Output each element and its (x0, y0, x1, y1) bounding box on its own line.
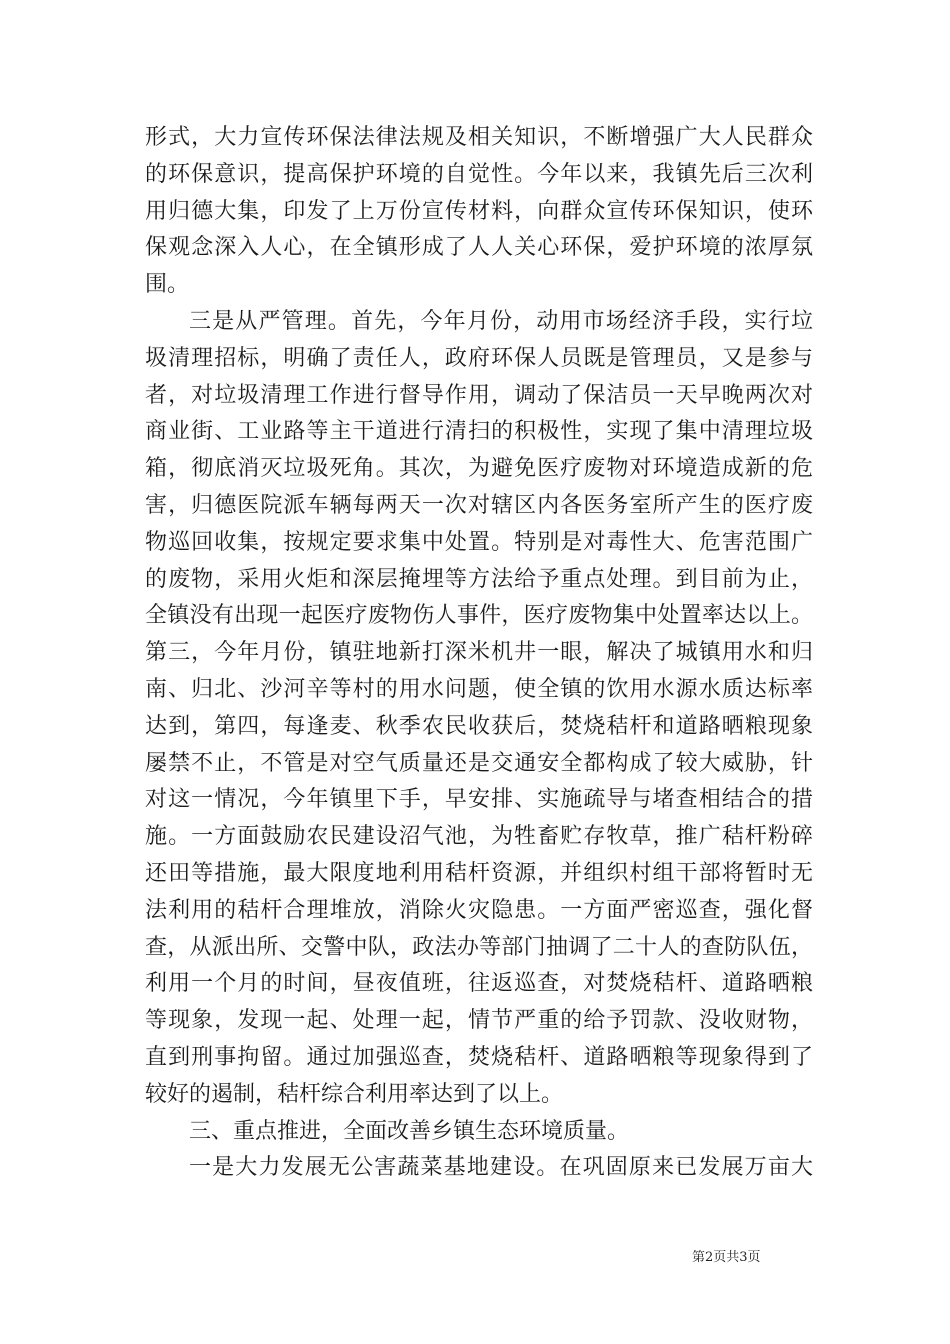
text-line: 第三，今年月份，镇驻地新打深米机井一眼，解决了城镇用水和归 (145, 640, 813, 666)
text-line: 全镇没有出现一起医疗废物伤人事件，医疗废物集中处置率达以上。 (145, 603, 813, 629)
text-line: 形式，大力宣传环保法律法规及相关知识，不断增强广大人民群众 (145, 125, 813, 150)
text-line: 围。 (145, 272, 190, 298)
body-text (145, 120, 813, 1187)
text-line: 保观念深入人心，在全镇形成了人人关心环保，爱护环境的浓厚氛 (145, 235, 813, 261)
text-line: 法利用的秸杆合理堆放，消除火灾隐患。一方面严密巡查，强化督 (145, 897, 813, 923)
text-line: 商业街、工业路等主干道进行清扫的积极性，实现了集中清理垃圾 (145, 419, 813, 445)
text-line: 用归德大集，印发了上万份宣传材料，向群众宣传环保知识，使环 (145, 198, 813, 224)
text-line: 直到刑事拘留。通过加强巡查，焚烧秸杆、道路晒粮等现象得到了 (145, 1044, 813, 1070)
text-line: 的废物，采用火炬和深层掩埋等方法给予重点处理。到目前为止， (145, 566, 813, 592)
text-line: 三是从严管理。首先，今年月份，动用市场经济手段，实行垃 (189, 308, 813, 334)
text-line: 南、归北、沙河辛等村的用水问题，使全镇的饮用水源水质达标率 (145, 676, 813, 702)
text-line: 箱，彻底消灭垃圾死角。其次，为避免医疗废物对环境造成新的危 (145, 456, 813, 482)
text-line: 对这一情况，今年镇里下手，早安排、实施疏导与堵查相结合的措 (145, 787, 813, 813)
text-line: 者，对垃圾清理工作进行督导作用，调动了保洁员一天早晚两次对 (145, 382, 813, 408)
text-line: 屡禁不止，不管是对空气质量还是交通安全都构成了较大威胁，针 (145, 750, 813, 776)
text-line: 的环保意识，提高保护环境的自觉性。今年以来，我镇先后三次利 (145, 161, 813, 187)
text-line: 施。一方面鼓励农民建设沼气池，为牲畜贮存牧草，推广秸杆粉碎 (145, 824, 813, 850)
text-line: 较好的遏制，秸杆综合利用率达到了以上。 (145, 1081, 564, 1107)
text-line: 一是大力发展无公害蔬菜基地建设。在巩固原来已发展万亩大 (189, 1155, 813, 1181)
text-line: 物巡回收集，按规定要求集中处置。特别是对毒性大、危害范围广 (145, 529, 813, 555)
text-line: 利用一个月的时间，昼夜值班，往返巡查，对焚烧秸杆、道路晒粮 (145, 971, 813, 997)
text-line: 还田等措施，最大限度地利用秸杆资源，并组织村组干部将暂时无 (145, 860, 813, 886)
text-line: 达到，第四，每逢麦、秋季农民收获后，焚烧秸杆和道路晒粮现象 (145, 713, 813, 739)
page-number: 第2页共3页 (692, 1250, 761, 1265)
text-line: 害，归德医院派车辆每两天一次对辖区内各医务室所产生的医疗废 (145, 492, 813, 518)
text-line: 三、重点推进，全面改善乡镇生态环境质量。 (189, 1118, 630, 1144)
text-line: 查，从派出所、交警中队，政法办等部门抽调了二十人的查防队伍， (145, 934, 813, 960)
text-line: 等现象，发现一起、处理一起，情节严重的给予罚款、没收财物， (145, 1008, 813, 1034)
text-line: 圾清理招标，明确了责任人，政府环保人员既是管理员，又是参与 (145, 345, 813, 371)
